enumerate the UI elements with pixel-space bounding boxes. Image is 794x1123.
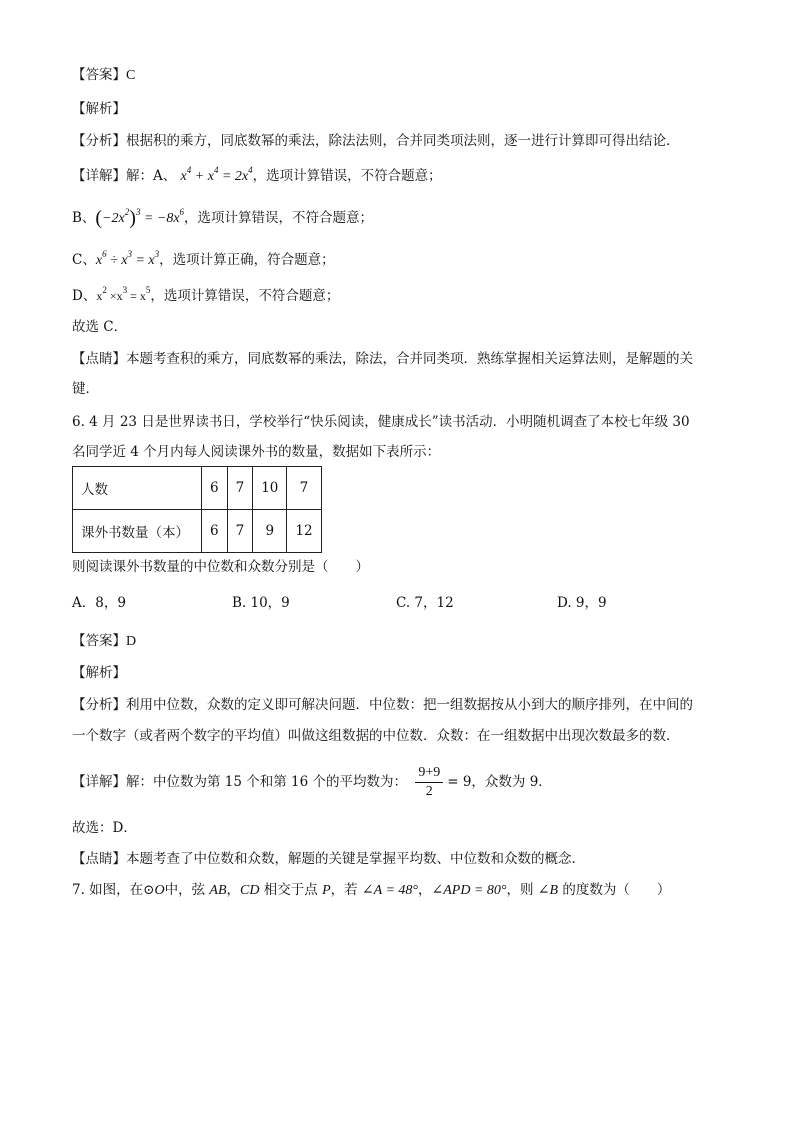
table-cell: 7 [227,510,253,553]
q5-option-c [72,251,335,270]
angle-b: ∠B [537,883,559,898]
dianjing-tag: 【点睛】 [72,351,126,367]
fenxi-tag: 【分析】 [72,133,126,149]
xiangjie-intro: 解：A、 [126,168,177,184]
q6-analysis-title: 【解析】 [72,665,126,681]
q7-stem-prefix: 7. 如图，在⊙ [72,882,155,898]
option-c-label: C、 [72,252,96,268]
option-d: D. 9，9 [557,595,607,611]
angle-a: ∠A = 48° [361,883,418,898]
option-b-comment: ，选项计算错误，不符合题意； [184,210,374,226]
formula-c: $x^6 \div x^3 = x^3$ [95,249,160,268]
q7-stem-part: ， [226,882,241,898]
option-a-comment: ，选项计算错误，不符合题意； [252,168,442,184]
q5-analysis-title: 【解析】 [72,101,126,117]
formula-a: $x^4 + x^4 = 2x^4$ [180,165,253,184]
q6-stem-line2: 名同学近 4 个月内每人阅读课外书的数量，数据如下表所示： [72,444,441,460]
q7-stem-part: 中，弦 [164,882,210,898]
q6-answer-line [72,632,136,651]
formula-b: $(-2x^2)^3 = -8x^6$ [95,207,185,229]
table-cell: 10 [253,467,287,510]
point-p: P [322,883,331,898]
fenxi-text: 根据积的乘方，同底数幂的乘法，除法法则，合并同类项法则，逐一进行计算即可得出结论． [126,133,680,149]
q5-option-d [72,287,339,305]
option-d-label: D、 [72,288,97,304]
answer-tag: 【答案】 [72,67,126,83]
q7-stem-part: ，则 [506,882,538,898]
q6-dianjing [72,850,585,868]
fenxi-tag: 【分析】 [72,697,126,713]
angle-apd: ∠APD = 80° [431,883,507,898]
option-c: C. 7，12 [396,595,454,611]
q5-dianjing-cont: 键． [72,381,99,397]
q7-stem-part: ，若 [330,882,362,898]
fenxi-text: 利用中位数，众数的定义即可解决问题．中位数：把一组数据按从小到大的顺序排列，在中间的 [126,697,693,713]
q5-option-b [72,209,373,228]
row-header-people: 人数 [73,467,202,510]
table-cell: 6 [202,510,228,553]
circle-label: O [154,883,165,898]
chord-cd: CD [240,883,260,898]
q7-stem-part: 相交于点 [259,882,323,898]
answer-tag: 【答案】 [72,633,126,649]
option-c-comment: ，选项计算正确，符合题意； [159,252,335,268]
table-cell: 12 [287,510,321,553]
q7-stem [72,881,670,900]
fraction-numerator: 9+9 [415,764,443,783]
answer-value: C [126,68,136,83]
q5-conclusion: 故选 C． [72,319,128,335]
q5-fenxi [72,132,680,150]
q7-stem-suffix: 的度数为（ ） [558,882,671,898]
q6-conclusion: 故选：D． [72,820,137,836]
reading-data-table [72,466,322,553]
option-d-comment: ，选项计算错误，不符合题意； [150,288,340,304]
answer-value: D [126,634,137,649]
option-b: B. 10，9 [232,595,290,611]
q6-xiangjie [72,762,552,802]
option-b-label: B、 [72,210,96,226]
q5-xiangjie-a [72,167,442,186]
q6-fenxi [72,696,693,714]
q5-answer-line [72,66,135,85]
xiangjie-text: 解：中位数为第 15 个和第 16 个的平均数为： [126,774,408,790]
row-header-books: 课外书数量（本） [73,510,202,553]
table-cell: 7 [227,467,253,510]
xiangjie-tag: 【详解】 [72,168,126,184]
table-row [73,510,322,553]
q7-stem-part: ， [418,882,432,898]
dianjing-tag: 【点睛】 [72,851,126,867]
dianjing-text: 本题考查了中位数和众数，解题的关键是掌握平均数、中位数和众数的概念． [126,851,585,867]
q6-question: 则阅读课外书数量的中位数和众数分别是（ ） [72,559,369,575]
table-cell: 6 [202,467,228,510]
table-row [73,467,322,510]
chord-ab: AB [209,883,227,898]
table-cell: 7 [287,467,321,510]
formula-d: $x^2 \times x^3 = x^5$ [96,285,151,303]
xiangjie-tag: 【详解】 [72,774,126,790]
q6-fenxi-cont: 一个数字（或者两个数字的平均值）叫做这组数据的中位数．众数：在一组数据中出现次数最多的数． [72,728,680,744]
dianjing-text: 本题考查积的乘方，同底数幂的乘法，除法，合并同类项．熟练掌握相关运算法则，是解题的关 [126,351,693,367]
option-a: A．8，9 [72,595,126,611]
q6-stem-line1: 6. 4 月 23 日是世界读书日，学校举行“快乐阅读，健康成长”读书活动．小明随机调查了本校七年级 30 [72,414,690,430]
q5-dianjing [72,350,693,368]
table-cell: 9 [253,510,287,553]
fraction [415,764,443,801]
fraction-denominator: 2 [425,784,433,799]
xiangjie-result: = 9，众数为 9． [447,774,552,790]
